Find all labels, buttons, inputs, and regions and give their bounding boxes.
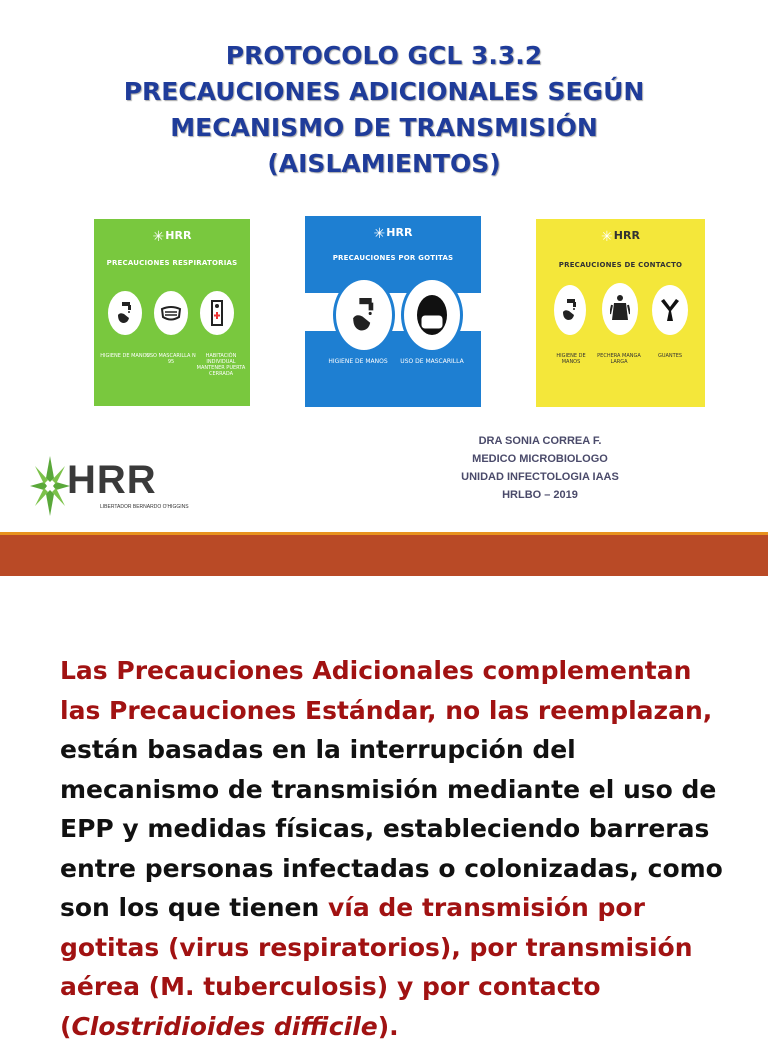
poster-heading: PRECAUCIONES DE CONTACTO [536, 261, 705, 269]
body-line: están basadas en la interrupción del [60, 730, 750, 770]
body-paragraph [60, 651, 750, 1046]
poster-caption: USO MASCARILLA N 95 [144, 353, 198, 365]
body-line [60, 1007, 750, 1046]
hand-wash-icon [333, 277, 395, 353]
body-line: las Precauciones Estándar, no las reemplazan, [60, 691, 750, 731]
hrr-star-logo-icon [30, 448, 72, 522]
poster-heading: PRECAUCIONES POR GOTITAS [305, 254, 481, 262]
poster-caption: USO DE MASCARILLA [397, 358, 467, 366]
poster-caption: PECHERA MANGA LARGA [594, 353, 644, 365]
author-line: DRA SONIA CORREA F. [400, 432, 680, 450]
body-line: entre personas infectadas o colonizadas, como [60, 849, 750, 889]
body-text-span: ). [378, 1012, 399, 1041]
title-line: PRECAUCIONES ADICIONALES SEGÚN [0, 74, 768, 110]
body-line [60, 888, 750, 928]
poster-caption: HIGIENE DE MANOS [323, 358, 393, 366]
body-line: EPP y medidas físicas, estableciendo barreras [60, 809, 750, 849]
title-line: MECANISMO DE TRANSMISIÓN [0, 110, 768, 146]
title-line: PROTOCOLO GCL 3.3.2 [0, 38, 768, 74]
hand-wash-icon [554, 285, 586, 335]
poster-logo: ✳HRR [305, 226, 481, 242]
body-line: Las Precauciones Adicionales complementan [60, 651, 750, 691]
poster-respiratory [94, 219, 250, 406]
body-text-span: son los que tienen [60, 893, 328, 922]
poster-contact [536, 219, 705, 407]
author-line: MEDICO MICROBIOLOGO [400, 450, 680, 468]
body-italic: Clostridioides difficile [71, 1012, 377, 1041]
body-line: mecanismo de transmisión mediante el uso de [60, 770, 750, 810]
gown-icon [602, 283, 638, 335]
poster-caption: GUANTES [646, 353, 694, 359]
hrr-star-icon: ✳ [374, 226, 386, 242]
face-mask-icon [401, 277, 463, 353]
room-door-icon [200, 291, 234, 335]
poster-caption: HABITACIÓN INDIVIDUAL MANTENER PUERTA CERRADA [194, 353, 248, 377]
poster-heading: PRECAUCIONES RESPIRATORIAS [94, 259, 250, 267]
author-block [400, 432, 680, 504]
poster-caption: HIGIENE DE MANOS [548, 353, 594, 365]
poster-droplet [305, 216, 481, 407]
title-line: (AISLAMIENTOS) [0, 146, 768, 182]
author-line: UNIDAD INFECTOLOGIA IAAS [400, 468, 680, 486]
poster-caption: HIGIENE DE MANOS [96, 353, 154, 359]
gloves-icon [652, 285, 688, 335]
body-text-span: ( [60, 1012, 71, 1041]
body-line: aérea (M. tuberculosis) y por contacto [60, 967, 750, 1007]
hrr-star-icon: ✳ [153, 229, 165, 245]
hrr-star-icon: ✳ [601, 229, 613, 245]
hospital-logo-text: HRR [67, 460, 157, 500]
hand-wash-icon [108, 291, 142, 335]
divider-band [0, 535, 768, 576]
author-line: HRLBO – 2019 [400, 486, 680, 504]
body-line: gotitas (virus respiratorios), por transmisión [60, 928, 750, 968]
body-emphasis: vía de transmisión por [328, 893, 645, 922]
mask-n95-icon [154, 291, 188, 335]
poster-logo: ✳HRR [536, 229, 705, 245]
poster-logo: ✳HRR [94, 229, 250, 245]
page-title [0, 38, 768, 182]
hospital-logo-subtitle: LIBERTADOR BERNARDO O'HIGGINS [100, 504, 189, 510]
